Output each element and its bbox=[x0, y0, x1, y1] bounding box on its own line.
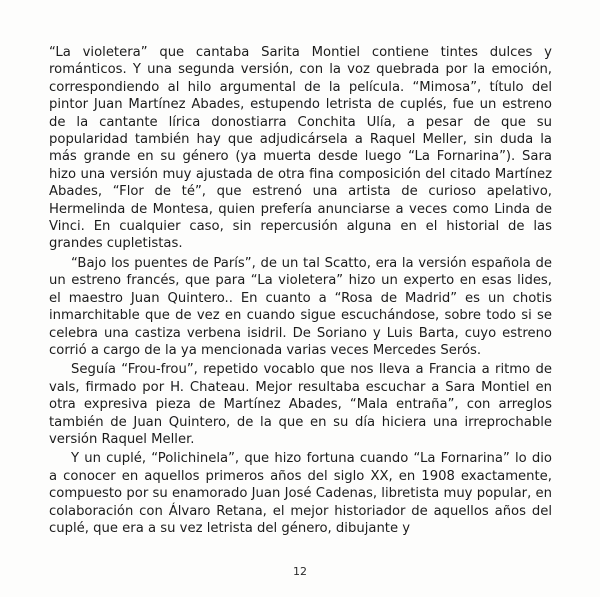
paragraph-3: Seguía “Frou-frou”, repetido vocablo que nos lleva a Francia a ritmo de vals, firmado por H. Chateau. Mejor resultaba escuchar a Sara Montiel en otra expresiva pieza de Martínez Abades, “Mala entraña”, con arreglos también de Juan Quintero, de la que en su día hiciera una irreprochable versión Raquel Meller. bbox=[49, 362, 552, 447]
paragraph-4: Y un cuplé, “Polichinela”, que hizo fortuna cuando “La Fornarina” lo dio a conocer en aquellos primeros años del siglo XX, en 1908 exactamente, compuesto por su enamorado Juan José Cadenas, libretista muy popular, en colaboración con Álvaro Retana, el mejor historiador de aquellos años del cuplé, que era a su vez letrista del género, dibujante y bbox=[49, 451, 552, 536]
paragraph-1: “La violetera” que cantaba Sarita Montiel contiene tintes dulces y románticos. Y una segunda versión, con la voz quebrada por la emoción, correspondiendo al hilo argumental de la película. “Mimosa”, título del pintor Juan Martínez Abades, estupendo letrista de cuplés, fue un estreno de la cantante lírica donostiarra Conchita Ulía, a pesar de que su popularidad también hay que adjudicársela a Raquel Meller, sin duda la más grande en su género (ya muerta desde luego “La Fornarina”). Sara hizo una versión muy ajustada de otra fina composición del citado Martínez Abades, “Flor de té”, que estrenó una artista de curioso apelativo, Hermelinda de Montesa, quien prefería anunciarse a veces como Linda de Vinci. En cualquier caso, sin repercusión alguna en el historial de las grandes cupletistas. bbox=[49, 45, 552, 252]
paragraph-2: “Bajo los puentes de París”, de un tal Scatto, era la versión española de un estreno francés, que para “La violetera” hizo un experto en esas lides, el maestro Juan Quintero.. En cuanto a “Rosa de Madrid” es un chotis inmarchitable que de vez en cuando sigue escuchándose, sobre todo si se celebra una castiza verbena isidril. De Soriano y Luis Barta, cuyo estreno corrió a cargo de la ya mencionada varias veces Mercedes Serós. bbox=[49, 255, 552, 358]
body-text bbox=[49, 44, 552, 537]
page-number: 12 bbox=[293, 565, 307, 578]
